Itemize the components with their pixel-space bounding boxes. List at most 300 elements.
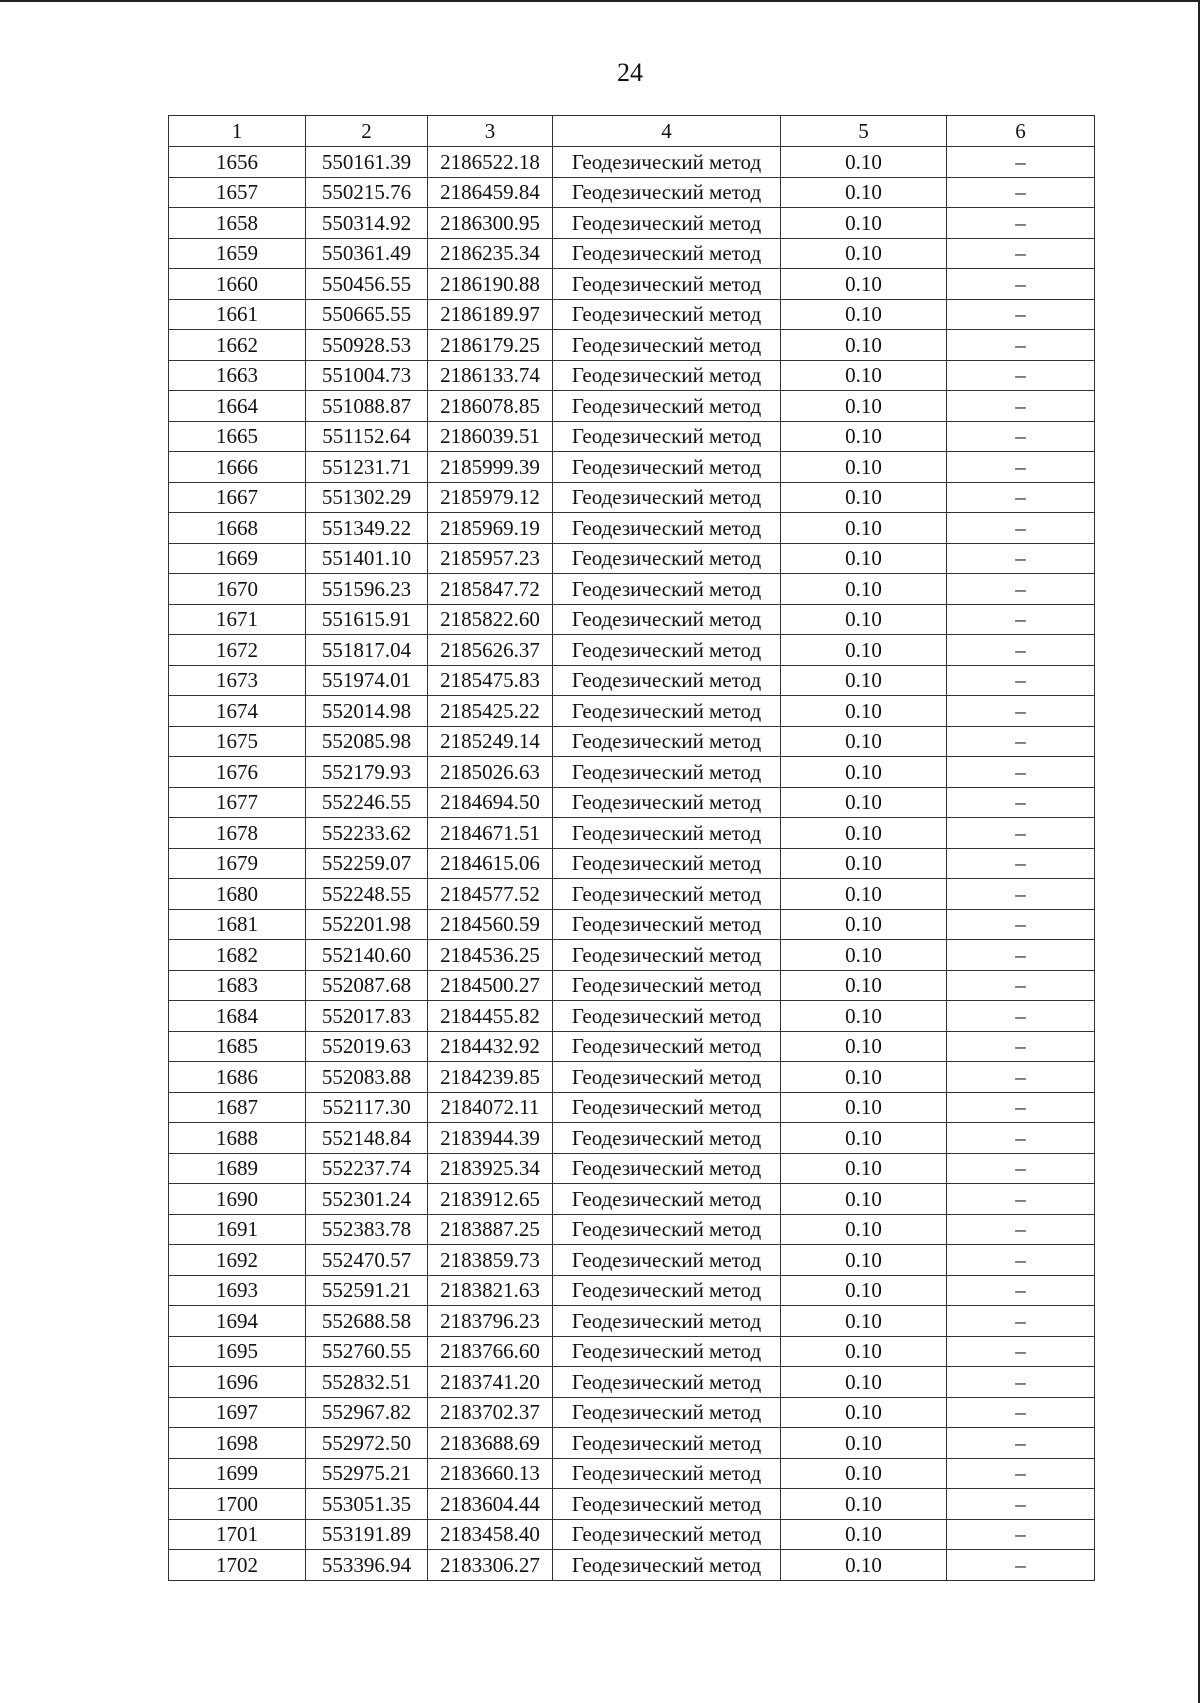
accuracy-cell: 0.10 (781, 940, 947, 971)
point-number-cell: 1694 (169, 1306, 306, 1337)
x-coordinate-cell: 552201.98 (306, 909, 428, 940)
point-number-cell: 1682 (169, 940, 306, 971)
accuracy-cell: 0.10 (781, 360, 947, 391)
note-cell: – (947, 1519, 1095, 1550)
point-number-cell: 1676 (169, 757, 306, 788)
point-number-cell: 1672 (169, 635, 306, 666)
y-coordinate-cell: 2184536.25 (428, 940, 553, 971)
accuracy-cell: 0.10 (781, 1001, 947, 1032)
method-cell: Геодезический метод (553, 1458, 781, 1489)
x-coordinate-cell: 552014.98 (306, 696, 428, 727)
note-cell: – (947, 1458, 1095, 1489)
accuracy-cell: 0.10 (781, 147, 947, 178)
note-cell: – (947, 208, 1095, 239)
method-cell: Геодезический метод (553, 208, 781, 239)
note-cell: – (947, 421, 1095, 452)
table-row (169, 1245, 1095, 1276)
note-cell: – (947, 177, 1095, 208)
note-cell: – (947, 299, 1095, 330)
note-cell: – (947, 1306, 1095, 1337)
note-cell: – (947, 818, 1095, 849)
point-number-cell: 1689 (169, 1153, 306, 1184)
note-cell: – (947, 848, 1095, 879)
table-header-row (169, 116, 1095, 147)
note-cell: – (947, 1397, 1095, 1428)
method-cell: Геодезический метод (553, 1336, 781, 1367)
y-coordinate-cell: 2184577.52 (428, 879, 553, 910)
method-cell: Геодезический метод (553, 1245, 781, 1276)
x-coordinate-cell: 552967.82 (306, 1397, 428, 1428)
method-cell: Геодезический метод (553, 635, 781, 666)
method-cell: Геодезический метод (553, 1214, 781, 1245)
table-row (169, 635, 1095, 666)
method-cell: Геодезический метод (553, 726, 781, 757)
table-row (169, 1153, 1095, 1184)
y-coordinate-cell: 2184239.85 (428, 1062, 553, 1093)
table-row (169, 543, 1095, 574)
table-row (169, 1367, 1095, 1398)
x-coordinate-cell: 551817.04 (306, 635, 428, 666)
note-cell: – (947, 1153, 1095, 1184)
x-coordinate-cell: 552117.30 (306, 1092, 428, 1123)
method-cell: Геодезический метод (553, 665, 781, 696)
accuracy-cell: 0.10 (781, 1428, 947, 1459)
point-number-cell: 1697 (169, 1397, 306, 1428)
note-cell: – (947, 1550, 1095, 1581)
method-cell: Геодезический метод (553, 238, 781, 269)
table-row (169, 879, 1095, 910)
accuracy-cell: 0.10 (781, 238, 947, 269)
table-row (169, 299, 1095, 330)
note-cell: – (947, 238, 1095, 269)
x-coordinate-cell: 550361.49 (306, 238, 428, 269)
table-row (169, 1306, 1095, 1337)
method-cell: Геодезический метод (553, 452, 781, 483)
method-cell: Геодезический метод (553, 909, 781, 940)
point-number-cell: 1661 (169, 299, 306, 330)
header-cell: 5 (781, 116, 947, 147)
x-coordinate-cell: 552832.51 (306, 1367, 428, 1398)
method-cell: Геодезический метод (553, 818, 781, 849)
x-coordinate-cell: 551349.22 (306, 513, 428, 544)
note-cell: – (947, 909, 1095, 940)
accuracy-cell: 0.10 (781, 1184, 947, 1215)
accuracy-cell: 0.10 (781, 1519, 947, 1550)
table-row (169, 1275, 1095, 1306)
method-cell: Геодезический метод (553, 513, 781, 544)
table-row (169, 391, 1095, 422)
note-cell: – (947, 1245, 1095, 1276)
accuracy-cell: 0.10 (781, 604, 947, 635)
accuracy-cell: 0.10 (781, 1397, 947, 1428)
table-row (169, 330, 1095, 361)
y-coordinate-cell: 2184694.50 (428, 787, 553, 818)
point-number-cell: 1667 (169, 482, 306, 513)
accuracy-cell: 0.10 (781, 818, 947, 849)
point-number-cell: 1684 (169, 1001, 306, 1032)
accuracy-cell: 0.10 (781, 543, 947, 574)
method-cell: Геодезический метод (553, 1001, 781, 1032)
method-cell: Геодезический метод (553, 330, 781, 361)
note-cell: – (947, 1428, 1095, 1459)
table-row (169, 970, 1095, 1001)
x-coordinate-cell: 552179.93 (306, 757, 428, 788)
method-cell: Геодезический метод (553, 604, 781, 635)
x-coordinate-cell: 551596.23 (306, 574, 428, 605)
table-row (169, 665, 1095, 696)
point-number-cell: 1686 (169, 1062, 306, 1093)
note-cell: – (947, 452, 1095, 483)
x-coordinate-cell: 550456.55 (306, 269, 428, 300)
note-cell: – (947, 1123, 1095, 1154)
accuracy-cell: 0.10 (781, 299, 947, 330)
table-row (169, 360, 1095, 391)
x-coordinate-cell: 553191.89 (306, 1519, 428, 1550)
x-coordinate-cell: 552140.60 (306, 940, 428, 971)
table-row (169, 1123, 1095, 1154)
point-number-cell: 1663 (169, 360, 306, 391)
accuracy-cell: 0.10 (781, 1306, 947, 1337)
header-cell: 6 (947, 116, 1095, 147)
header-cell: 3 (428, 116, 553, 147)
x-coordinate-cell: 551302.29 (306, 482, 428, 513)
point-number-cell: 1691 (169, 1214, 306, 1245)
method-cell: Геодезический метод (553, 757, 781, 788)
method-cell: Геодезический метод (553, 391, 781, 422)
table-row (169, 513, 1095, 544)
accuracy-cell: 0.10 (781, 391, 947, 422)
table-row (169, 1001, 1095, 1032)
x-coordinate-cell: 552591.21 (306, 1275, 428, 1306)
point-number-cell: 1699 (169, 1458, 306, 1489)
method-cell: Геодезический метод (553, 1367, 781, 1398)
accuracy-cell: 0.10 (781, 1245, 947, 1276)
table-row (169, 726, 1095, 757)
accuracy-cell: 0.10 (781, 665, 947, 696)
table-row (169, 482, 1095, 513)
note-cell: – (947, 1336, 1095, 1367)
table-row (169, 1062, 1095, 1093)
y-coordinate-cell: 2183912.65 (428, 1184, 553, 1215)
point-number-cell: 1683 (169, 970, 306, 1001)
note-cell: – (947, 1031, 1095, 1062)
method-cell: Геодезический метод (553, 1123, 781, 1154)
table-row (169, 1550, 1095, 1581)
note-cell: – (947, 879, 1095, 910)
accuracy-cell: 0.10 (781, 330, 947, 361)
y-coordinate-cell: 2185979.12 (428, 482, 553, 513)
note-cell: – (947, 360, 1095, 391)
x-coordinate-cell: 550928.53 (306, 330, 428, 361)
note-cell: – (947, 1275, 1095, 1306)
y-coordinate-cell: 2184455.82 (428, 1001, 553, 1032)
y-coordinate-cell: 2183660.13 (428, 1458, 553, 1489)
table-row (169, 696, 1095, 727)
y-coordinate-cell: 2183604.44 (428, 1489, 553, 1520)
header-cell: 1 (169, 116, 306, 147)
note-cell: – (947, 330, 1095, 361)
table-row (169, 238, 1095, 269)
method-cell: Геодезический метод (553, 1428, 781, 1459)
table-row (169, 147, 1095, 178)
method-cell: Геодезический метод (553, 696, 781, 727)
y-coordinate-cell: 2185957.23 (428, 543, 553, 574)
point-number-cell: 1674 (169, 696, 306, 727)
y-coordinate-cell: 2183944.39 (428, 1123, 553, 1154)
table-row (169, 848, 1095, 879)
accuracy-cell: 0.10 (781, 1550, 947, 1581)
point-number-cell: 1675 (169, 726, 306, 757)
point-number-cell: 1693 (169, 1275, 306, 1306)
x-coordinate-cell: 552237.74 (306, 1153, 428, 1184)
method-cell: Геодезический метод (553, 1489, 781, 1520)
point-number-cell: 1670 (169, 574, 306, 605)
accuracy-cell: 0.10 (781, 513, 947, 544)
x-coordinate-cell: 550314.92 (306, 208, 428, 239)
point-number-cell: 1657 (169, 177, 306, 208)
header-cell: 2 (306, 116, 428, 147)
note-cell: – (947, 940, 1095, 971)
y-coordinate-cell: 2185026.63 (428, 757, 553, 788)
y-coordinate-cell: 2186459.84 (428, 177, 553, 208)
method-cell: Геодезический метод (553, 1550, 781, 1581)
note-cell: – (947, 574, 1095, 605)
note-cell: – (947, 635, 1095, 666)
point-number-cell: 1665 (169, 421, 306, 452)
y-coordinate-cell: 2186235.34 (428, 238, 553, 269)
table-row (169, 452, 1095, 483)
method-cell: Геодезический метод (553, 147, 781, 178)
method-cell: Геодезический метод (553, 1031, 781, 1062)
x-coordinate-cell: 552760.55 (306, 1336, 428, 1367)
table-row (169, 1031, 1095, 1062)
y-coordinate-cell: 2185626.37 (428, 635, 553, 666)
note-cell: – (947, 787, 1095, 818)
accuracy-cell: 0.10 (781, 421, 947, 452)
method-cell: Геодезический метод (553, 787, 781, 818)
x-coordinate-cell: 552972.50 (306, 1428, 428, 1459)
method-cell: Геодезический метод (553, 360, 781, 391)
table-row (169, 1214, 1095, 1245)
note-cell: – (947, 726, 1095, 757)
accuracy-cell: 0.10 (781, 726, 947, 757)
method-cell: Геодезический метод (553, 1184, 781, 1215)
note-cell: – (947, 757, 1095, 788)
x-coordinate-cell: 553396.94 (306, 1550, 428, 1581)
y-coordinate-cell: 2186190.88 (428, 269, 553, 300)
point-number-cell: 1680 (169, 879, 306, 910)
y-coordinate-cell: 2183766.60 (428, 1336, 553, 1367)
point-number-cell: 1688 (169, 1123, 306, 1154)
point-number-cell: 1678 (169, 818, 306, 849)
accuracy-cell: 0.10 (781, 1123, 947, 1154)
method-cell: Геодезический метод (553, 1275, 781, 1306)
x-coordinate-cell: 550215.76 (306, 177, 428, 208)
point-number-cell: 1696 (169, 1367, 306, 1398)
x-coordinate-cell: 552233.62 (306, 818, 428, 849)
accuracy-cell: 0.10 (781, 970, 947, 1001)
accuracy-cell: 0.10 (781, 879, 947, 910)
x-coordinate-cell: 552148.84 (306, 1123, 428, 1154)
table-row (169, 1428, 1095, 1459)
accuracy-cell: 0.10 (781, 1336, 947, 1367)
point-number-cell: 1668 (169, 513, 306, 544)
x-coordinate-cell: 551401.10 (306, 543, 428, 574)
y-coordinate-cell: 2183741.20 (428, 1367, 553, 1398)
note-cell: – (947, 391, 1095, 422)
point-number-cell: 1664 (169, 391, 306, 422)
x-coordinate-cell: 551615.91 (306, 604, 428, 635)
y-coordinate-cell: 2184072.11 (428, 1092, 553, 1123)
method-cell: Геодезический метод (553, 421, 781, 452)
x-coordinate-cell: 552085.98 (306, 726, 428, 757)
point-number-cell: 1698 (169, 1428, 306, 1459)
x-coordinate-cell: 552087.68 (306, 970, 428, 1001)
point-number-cell: 1671 (169, 604, 306, 635)
method-cell: Геодезический метод (553, 1062, 781, 1093)
y-coordinate-cell: 2186078.85 (428, 391, 553, 422)
y-coordinate-cell: 2185249.14 (428, 726, 553, 757)
table-row (169, 940, 1095, 971)
x-coordinate-cell: 552301.24 (306, 1184, 428, 1215)
point-number-cell: 1677 (169, 787, 306, 818)
y-coordinate-cell: 2183821.63 (428, 1275, 553, 1306)
point-number-cell: 1685 (169, 1031, 306, 1062)
note-cell: – (947, 269, 1095, 300)
method-cell: Геодезический метод (553, 1306, 781, 1337)
y-coordinate-cell: 2185475.83 (428, 665, 553, 696)
x-coordinate-cell: 551088.87 (306, 391, 428, 422)
method-cell: Геодезический метод (553, 848, 781, 879)
accuracy-cell: 0.10 (781, 848, 947, 879)
method-cell: Геодезический метод (553, 970, 781, 1001)
y-coordinate-cell: 2183925.34 (428, 1153, 553, 1184)
x-coordinate-cell: 552083.88 (306, 1062, 428, 1093)
table-row (169, 421, 1095, 452)
accuracy-cell: 0.10 (781, 1092, 947, 1123)
accuracy-cell: 0.10 (781, 1275, 947, 1306)
accuracy-cell: 0.10 (781, 635, 947, 666)
y-coordinate-cell: 2185847.72 (428, 574, 553, 605)
point-number-cell: 1702 (169, 1550, 306, 1581)
y-coordinate-cell: 2183796.23 (428, 1306, 553, 1337)
table-row (169, 757, 1095, 788)
y-coordinate-cell: 2183859.73 (428, 1245, 553, 1276)
method-cell: Геодезический метод (553, 269, 781, 300)
accuracy-cell: 0.10 (781, 787, 947, 818)
x-coordinate-cell: 551004.73 (306, 360, 428, 391)
page-number: 24 (617, 58, 643, 87)
note-cell: – (947, 1489, 1095, 1520)
accuracy-cell: 0.10 (781, 1031, 947, 1062)
x-coordinate-cell: 552246.55 (306, 787, 428, 818)
y-coordinate-cell: 2183688.69 (428, 1428, 553, 1459)
y-coordinate-cell: 2186039.51 (428, 421, 553, 452)
point-number-cell: 1700 (169, 1489, 306, 1520)
note-cell: – (947, 513, 1095, 544)
note-cell: – (947, 665, 1095, 696)
y-coordinate-cell: 2183306.27 (428, 1550, 553, 1581)
accuracy-cell: 0.10 (781, 757, 947, 788)
table-row (169, 269, 1095, 300)
accuracy-cell: 0.10 (781, 1062, 947, 1093)
y-coordinate-cell: 2184615.06 (428, 848, 553, 879)
method-cell: Геодезический метод (553, 879, 781, 910)
y-coordinate-cell: 2186522.18 (428, 147, 553, 178)
accuracy-cell: 0.10 (781, 177, 947, 208)
table-row (169, 208, 1095, 239)
note-cell: – (947, 1092, 1095, 1123)
table-row (169, 177, 1095, 208)
accuracy-cell: 0.10 (781, 269, 947, 300)
point-number-cell: 1662 (169, 330, 306, 361)
y-coordinate-cell: 2186179.25 (428, 330, 553, 361)
note-cell: – (947, 1367, 1095, 1398)
y-coordinate-cell: 2186189.97 (428, 299, 553, 330)
table-row (169, 818, 1095, 849)
point-number-cell: 1669 (169, 543, 306, 574)
table-row (169, 1397, 1095, 1428)
point-number-cell: 1695 (169, 1336, 306, 1367)
method-cell: Геодезический метод (553, 482, 781, 513)
y-coordinate-cell: 2184560.59 (428, 909, 553, 940)
point-number-cell: 1681 (169, 909, 306, 940)
note-cell: – (947, 1184, 1095, 1215)
point-number-cell: 1701 (169, 1519, 306, 1550)
x-coordinate-cell: 550665.55 (306, 299, 428, 330)
table-body (169, 147, 1095, 1581)
point-number-cell: 1656 (169, 147, 306, 178)
x-coordinate-cell: 552383.78 (306, 1214, 428, 1245)
accuracy-cell: 0.10 (781, 1458, 947, 1489)
y-coordinate-cell: 2186133.74 (428, 360, 553, 391)
point-number-cell: 1658 (169, 208, 306, 239)
note-cell: – (947, 147, 1095, 178)
y-coordinate-cell: 2184671.51 (428, 818, 553, 849)
method-cell: Геодезический метод (553, 299, 781, 330)
y-coordinate-cell: 2186300.95 (428, 208, 553, 239)
x-coordinate-cell: 551152.64 (306, 421, 428, 452)
accuracy-cell: 0.10 (781, 452, 947, 483)
method-cell: Геодезический метод (553, 1092, 781, 1123)
point-number-cell: 1660 (169, 269, 306, 300)
y-coordinate-cell: 2184500.27 (428, 970, 553, 1001)
y-coordinate-cell: 2185999.39 (428, 452, 553, 483)
x-coordinate-cell: 552688.58 (306, 1306, 428, 1337)
table-row (169, 574, 1095, 605)
accuracy-cell: 0.10 (781, 1367, 947, 1398)
note-cell: – (947, 482, 1095, 513)
table-row (169, 604, 1095, 635)
accuracy-cell: 0.10 (781, 909, 947, 940)
x-coordinate-cell: 552248.55 (306, 879, 428, 910)
method-cell: Геодезический метод (553, 574, 781, 605)
x-coordinate-cell: 550161.39 (306, 147, 428, 178)
table-row (169, 909, 1095, 940)
coordinates-table (168, 115, 1095, 1581)
table-row (169, 1092, 1095, 1123)
point-number-cell: 1673 (169, 665, 306, 696)
y-coordinate-cell: 2183702.37 (428, 1397, 553, 1428)
y-coordinate-cell: 2185425.22 (428, 696, 553, 727)
note-cell: – (947, 604, 1095, 635)
method-cell: Геодезический метод (553, 1519, 781, 1550)
note-cell: – (947, 1214, 1095, 1245)
x-coordinate-cell: 553051.35 (306, 1489, 428, 1520)
accuracy-cell: 0.10 (781, 574, 947, 605)
x-coordinate-cell: 552975.21 (306, 1458, 428, 1489)
table-row (169, 1184, 1095, 1215)
